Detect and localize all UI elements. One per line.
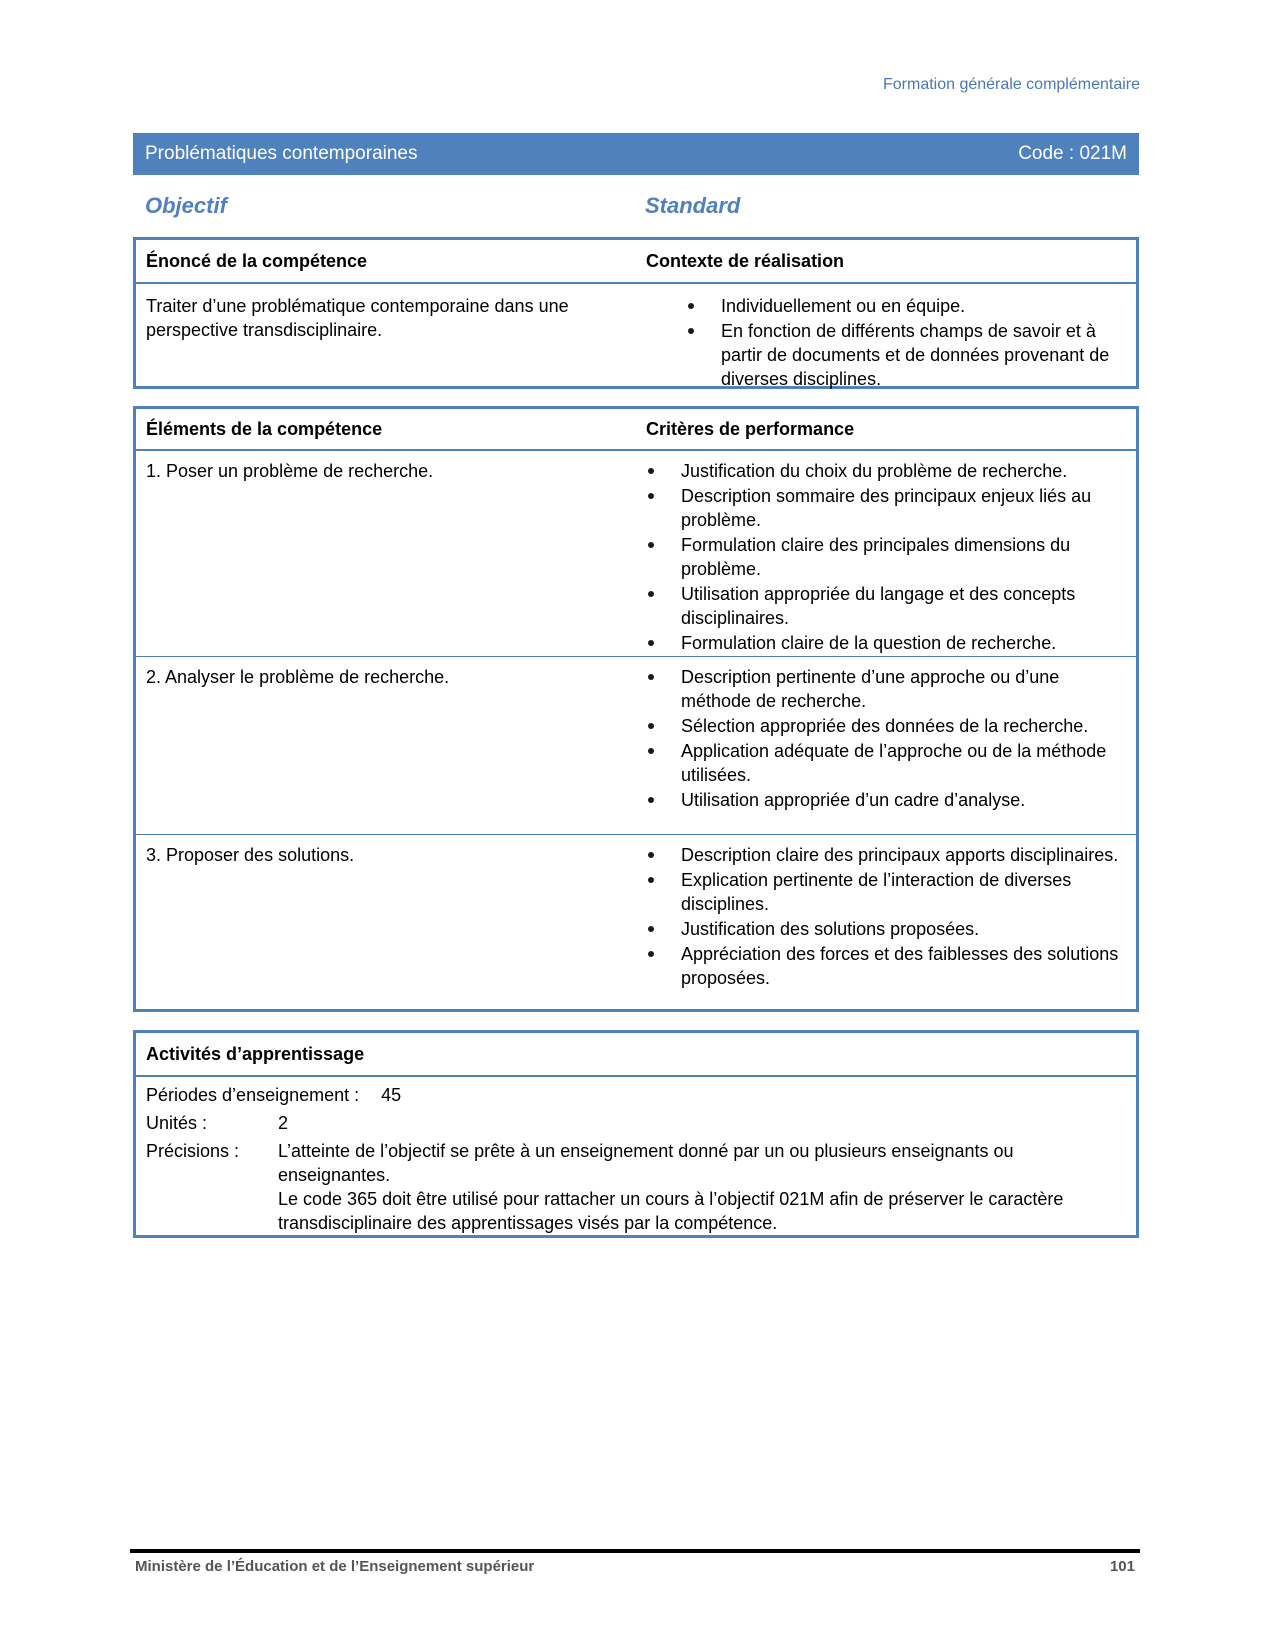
- course-code: Code : 021M: [1018, 143, 1127, 164]
- elements-header: [136, 409, 1136, 451]
- footer-ministry: Ministère de l’Éducation et de l’Enseignement supérieur: [135, 1558, 535, 1575]
- criteria-list: [646, 665, 1126, 812]
- contexte-header: Contexte de réalisation: [646, 250, 845, 271]
- precisions-line: [146, 1139, 1126, 1235]
- objective-label: Objectif: [145, 193, 227, 218]
- element-row-2: [136, 656, 1136, 834]
- criterion-item: Appréciation des forces et des faiblesses des solutions proposées.: [646, 942, 1126, 990]
- criterion-item: Utilisation appropriée d’un cadre d’analyse.: [646, 788, 1126, 812]
- criterion-item: Justification du choix du problème de recherche.: [646, 459, 1126, 483]
- elements-header-label: Éléments de la compétence: [146, 418, 383, 439]
- competence-box: [133, 237, 1139, 389]
- activities-box: [133, 1030, 1139, 1238]
- activities-header: Activités d’apprentissage: [136, 1033, 1136, 1077]
- page-number: 101: [1109, 1558, 1135, 1575]
- activities-content: [136, 1077, 1136, 1245]
- criterion-item: Justification des solutions proposées.: [646, 917, 1126, 941]
- criterion-item: Formulation claire des principales dimensions du problème.: [646, 533, 1126, 581]
- footer: [135, 1558, 1135, 1575]
- footer-divider: [130, 1549, 1140, 1553]
- enonce-text: Traiter d’une problématique contemporaine dans une perspective transdisciplinaire.: [146, 296, 569, 340]
- enonce-header: Énoncé de la compétence: [146, 250, 368, 271]
- precisions-text-2: Le code 365 doit être utilisé pour rattacher un cours à l’objectif 021M afin de préserver le caractère transdisciplinaire des apprentissages visés par la compétence.: [278, 1189, 1064, 1233]
- standard-label: Standard: [645, 193, 741, 218]
- criterion-item: Utilisation appropriée du langage et des concepts disciplinaires.: [646, 582, 1126, 630]
- unites-label: Unités :: [146, 1113, 208, 1133]
- criteres-header-label: Critères de performance: [646, 418, 855, 439]
- contexte-item: Individuellement ou en équipe.: [686, 294, 1126, 318]
- element-label: 2. Analyser le problème de recherche.: [146, 667, 450, 687]
- unites-value: 2: [278, 1113, 289, 1133]
- course-title: Problématiques contemporaines: [145, 143, 418, 164]
- element-row-1: [136, 451, 1136, 656]
- criterion-item: Description claire des principaux apports disciplinaires.: [646, 843, 1126, 867]
- element-label: 1. Poser un problème de recherche.: [146, 461, 434, 481]
- contexte-item: En fonction de différents champs de savoir et à partir de documents et de données provenant de diverses disciplines.: [686, 319, 1126, 391]
- competence-header: [136, 240, 1136, 284]
- criterion-item: Explication pertinente de l’interaction de diverses disciplines.: [646, 868, 1126, 916]
- contexte-list: [686, 294, 1126, 391]
- periodes-value: 45: [381, 1085, 402, 1105]
- criterion-item: Description pertinente d’une approche ou d’une méthode de recherche.: [646, 665, 1126, 713]
- criterion-item: Formulation claire de la question de recherche.: [646, 631, 1126, 655]
- unites-line: [146, 1111, 1126, 1135]
- criteria-list: [646, 843, 1126, 990]
- criterion-item: Description sommaire des principaux enjeux liés au problème.: [646, 484, 1126, 532]
- elements-box: [133, 406, 1139, 1012]
- course-title-bar: [133, 133, 1139, 175]
- periodes-line: [146, 1083, 1126, 1107]
- element-label: 3. Proposer des solutions.: [146, 845, 355, 865]
- precisions-label: Précisions :: [146, 1141, 240, 1161]
- element-row-3: [136, 834, 1136, 997]
- criterion-item: Sélection appropriée des données de la recherche.: [646, 714, 1126, 738]
- criteria-list: [646, 459, 1126, 655]
- periodes-label: Périodes d’enseignement :: [146, 1085, 360, 1105]
- program-header: Formation générale complémentaire: [882, 76, 1140, 93]
- competence-row: [136, 284, 1136, 398]
- criterion-item: Application adéquate de l’approche ou de la méthode utilisées.: [646, 739, 1126, 787]
- precisions-text-1: L’atteinte de l’objectif se prête à un enseignement donné par un ou plusieurs enseignants ou enseignantes.: [278, 1141, 1014, 1185]
